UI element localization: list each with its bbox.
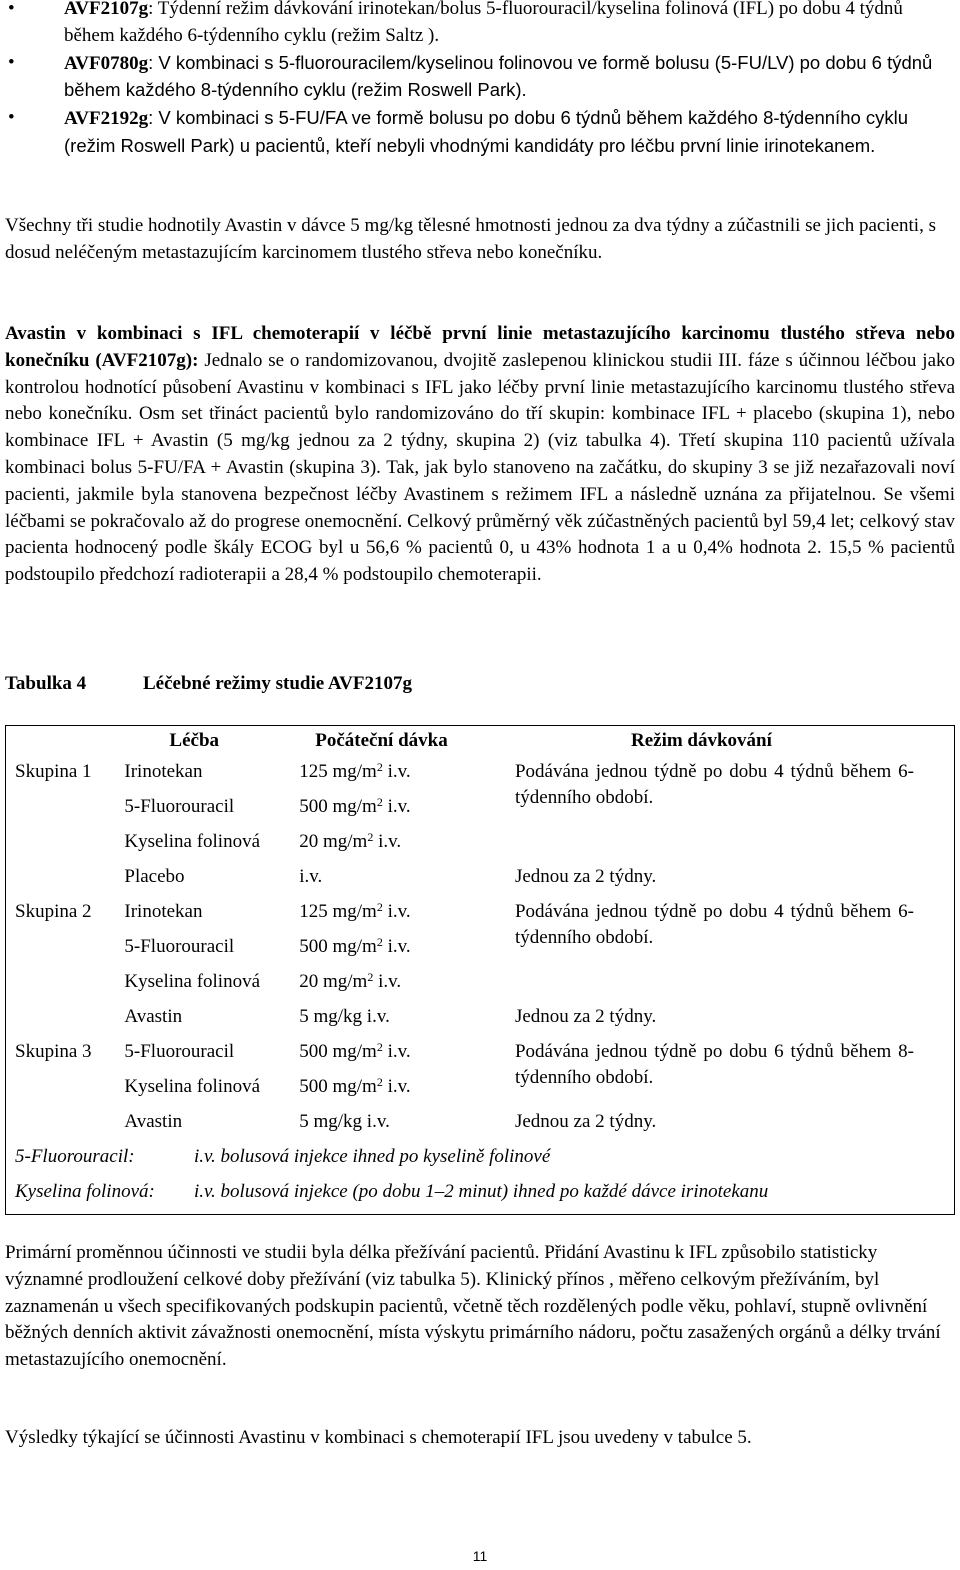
- dose-cell: 500 $mg/m^2$ i.v.: [299, 1039, 411, 1062]
- regimen-table: [5, 725, 955, 1215]
- drug-cell: 5-Fluorouracil: [124, 795, 235, 817]
- paragraph-results: Výsledky týkající se účinnosti Avastinu v kombinaci s chemoterapií IFL jsou uvedeny v tabulce 5.: [5, 1427, 752, 1448]
- paragraph-avf2107g: [5, 321, 955, 589]
- bullet-item: [0, 105, 944, 161]
- dose-cell: 500 $mg/m^2$ i.v.: [299, 1074, 411, 1097]
- group-name: Skupina 3: [15, 1040, 92, 1062]
- table-row: [6, 1039, 955, 1074]
- table-row: [6, 864, 955, 899]
- drug-cell: Avastin: [124, 1005, 183, 1027]
- table-title: Léčebné režimy studie AVF2107g: [143, 673, 412, 694]
- drug-cell: Irinotekan: [124, 760, 203, 782]
- table-row: [6, 1109, 955, 1144]
- regimen-cell: Jednou za 2 týdny.: [514, 1110, 657, 1132]
- study-bullet-list: [0, 0, 960, 161]
- drug-cell: Avastin: [124, 1110, 183, 1132]
- drug-cell: Kyselina folinová: [124, 970, 261, 992]
- regimen-cell: Jednou za 2 týdny.: [514, 1005, 657, 1027]
- header-dose: Počáteční dávka: [315, 730, 448, 751]
- regimen-cell: Podávána jednou týdně po dobu 6 týdnů během 8-týdenního období.: [514, 1040, 914, 1089]
- paragraph-studies: Všechny tři studie hodnotily Avastin v dávce 5 mg/kg tělesné hmotnosti jednou za dva týdny a zúčastnili se jich pacienti, s dosud neléčeným metastazujícím karcinomem tlustého střeva nebo konečníku.: [5, 215, 936, 263]
- bullet-item: [0, 0, 944, 50]
- header-drug: Léčba: [169, 730, 220, 751]
- table-footnote-row: [6, 1179, 955, 1215]
- drug-cell: 5-Fluorouracil: [124, 1040, 235, 1062]
- drug-cell: 5-Fluorouracil: [124, 935, 235, 957]
- study-description: : Týdenní režim dávkování irinotekan/bolus 5-fluorouracil/kyselina folinová (IFL) po dobu 4 týdnů během každého 6-týdenního cyklu (režim Saltz ).: [64, 0, 903, 46]
- dose-cell: 5 mg/kg i.v.: [299, 1110, 390, 1132]
- paragraph-primary-endpoint: Primární proměnnou účinnosti ve studii byla délka přežívání pacientů. Přidání Avastinu k IFL způsobilo statisticky významné prodloužení celkové doby přežívání (viz tabulka 5). Klinický přínos , měřeno celkovým přežíváním, byl zaznamenán u všech specifikovaných podskupin pacientů, včetně těch rozdělených podle věku, pohlaví, stupně ovlivnění běžných denních aktivit závažnosti onemocnění, místa výskytu primárního nádoru, počtu zasažených orgánů a délky trvání metastazujícího onemocnění.: [5, 1242, 941, 1371]
- dose-cell: i.v.: [299, 865, 323, 887]
- section-body: Jednalo se o randomizovanou, dvojitě zaslepenou klinickou studii III. fáze s účinnou léčbou jako kontrolou hodnotící působení Avastinu v kombinaci s IFL jako léčby první linie metastazujícího karcinomu tlustého střeva nebo konečníku. Osm set třináct pacientů bylo randomizováno do tří skupin: kombinace IFL + placebo (skupina 1), nebo kombinace IFL + Avastin (5 mg/kg jednou za 2 týdny, skupina 2) (viz tabulka 4). Třetí skupina 110 pacientů užívala kombinaci bolus 5-FU/FA + Avastin (skupina 3). Tak, jak bylo stanoveno na začátku, do skupiny 3 se již nezařazovali noví pacienti, jakmile byla stanovena bezpečnost léčby Avastinem s režimem IFL a následně uznána za přijatelnou. Se všemi léčbami se pokračovalo až do progrese onemocnění. Celkový průměrný věk zúčastněných pacientů byl 59,4 let; celkový stav pacienta hodnocený podle škály ECOG byl u 56,6 % pacientů 0, u 43% hodnota 1 a u 0,4% hodnota 2. 15,5 % pacientů podstoupilo předchozí radioterapii a 28,4 % podstoupilo chemoterapii.: [5, 349, 955, 586]
- study-code: AVF2192g: [64, 108, 149, 130]
- dose-cell: 20 $mg/m^2$ i.v.: [299, 829, 402, 852]
- study-description: : V kombinaci s 5-FU/FA ve formě bolusu po dobu 6 týdnů během každého 8-týdenního cyklu (režim Roswell Park) u pacientů, kteří nebyli vhodnými kandidáty pro léčbu první linie irinotekanem.: [64, 107, 909, 156]
- drug-cell: Kyselina folinová: [124, 1075, 261, 1097]
- footnote: [6, 1144, 955, 1179]
- dose-cell: 20 $mg/m^2$ i.v.: [299, 969, 402, 992]
- study-code: AVF2107g: [64, 0, 149, 19]
- drug-cell: Irinotekan: [124, 900, 203, 922]
- regimen-cell: Podávána jednou týdně po dobu 4 týdnů během 6-týdenního období.: [514, 900, 914, 949]
- section-heading: Avastin v kombinaci s IFL chemoterapií v léčbě první linie metastazujícího karcinomu tlustého střeva nebo konečníku (AVF2107g):: [5, 323, 955, 371]
- drug-cell: Kyselina folinová: [124, 830, 261, 852]
- table-footnote-row: [6, 1144, 955, 1179]
- dose-cell: 125 $mg/m^2$ i.v.: [299, 759, 411, 782]
- table-caption: [5, 671, 955, 698]
- group-name: Skupina 2: [15, 900, 92, 922]
- footnote-label: Kyselina folinová:: [15, 1180, 155, 1202]
- footnote-label: 5-Fluorouracil:: [15, 1145, 135, 1167]
- dose-cell: 500 $mg/m^2$ i.v.: [299, 794, 411, 817]
- bullet-dot-icon: •: [8, 0, 15, 19]
- bullet-dot-icon: •: [8, 51, 15, 73]
- regimen-cell: Jednou za 2 týdny.: [514, 865, 657, 887]
- footnote: [6, 1179, 955, 1215]
- footnote-text: i.v. bolusová injekce ihned po kyselině folinové: [194, 1145, 551, 1167]
- group-name: Skupina 1: [15, 760, 92, 782]
- table-row: [6, 759, 955, 794]
- dose-cell: 125 $mg/m^2$ i.v.: [299, 899, 411, 922]
- header-regimen: Režim dávkování: [630, 730, 772, 751]
- table-row: [6, 899, 955, 934]
- study-code: AVF0780g: [64, 52, 149, 74]
- dose-cell: 5 mg/kg i.v.: [299, 1005, 390, 1027]
- table-row: [6, 1004, 955, 1039]
- page-number: 11: [472, 1548, 488, 1564]
- regimen-cell: Podávána jednou týdně po dobu 4 týdnů během 6-týdenního období.: [514, 760, 914, 809]
- drug-cell: Placebo: [124, 865, 185, 887]
- bullet-item: [0, 50, 944, 106]
- dose-cell: 500 $mg/m^2$ i.v.: [299, 934, 411, 957]
- study-description: : V kombinaci s 5-fluorouracilem/kyselinou folinovou ve formě bolusu (5-FU/LV) po dobu 6 týdnů během každého 8-týdenního cyklu (režim Roswell Park).: [64, 51, 933, 101]
- table-label: Tabulka 4: [5, 673, 87, 694]
- table-header-row: [6, 726, 955, 759]
- bullet-dot-icon: •: [8, 107, 15, 129]
- footnote-text: i.v. bolusová injekce (po dobu 1–2 minut) ihned po každé dávce irinotekanu: [194, 1180, 769, 1202]
